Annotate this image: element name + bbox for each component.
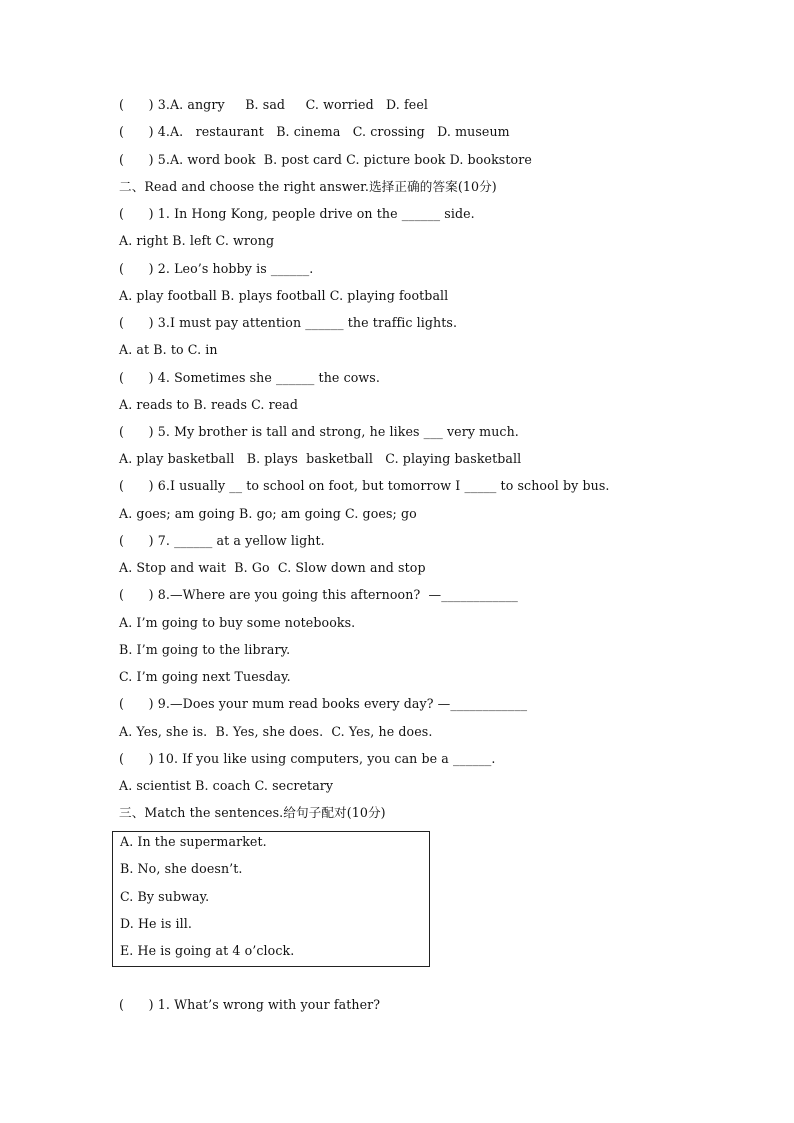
s2-question-4-options: A. reads to B. reads C. read bbox=[119, 397, 299, 412]
s2-question-7-options: A. Stop and wait B. Go C. Slow down and stop bbox=[119, 560, 426, 575]
match-option-e: E. He is going at 4 o’clock. bbox=[120, 943, 295, 958]
question-3-options: ( ) 3.A. angry B. sad C. worried D. feel bbox=[119, 97, 429, 112]
s2-question-4: ( ) 4. Sometimes she ______ the cows. bbox=[119, 370, 380, 385]
match-option-d: D. He is ill. bbox=[120, 916, 192, 931]
s2-question-5-options: A. play basketball B. plays basketball C. playing basketball bbox=[119, 451, 522, 466]
s2-question-2-options: A. play football B. plays football C. playing football bbox=[119, 288, 449, 303]
question-4-options: ( ) 4.A. restaurant B. cinema C. crossing D. museum bbox=[119, 124, 510, 139]
s2-question-5: ( ) 5. My brother is tall and strong, he likes ___ very much. bbox=[119, 424, 519, 439]
s2-question-8-option-b: B. I’m going to the library. bbox=[119, 642, 291, 657]
s2-question-8-option-a: A. I’m going to buy some notebooks. bbox=[119, 615, 356, 630]
s3-question-1: ( ) 1. What’s wrong with your father? bbox=[119, 997, 381, 1012]
s2-question-9-options: A. Yes, she is. B. Yes, she does. C. Yes, he does. bbox=[119, 724, 433, 739]
s2-question-10-options: A. scientist B. coach C. secretary bbox=[119, 778, 334, 793]
s2-question-1-options: A. right B. left C. wrong bbox=[119, 233, 275, 248]
match-option-b: B. No, she doesn’t. bbox=[120, 861, 243, 876]
match-option-a: A. In the supermarket. bbox=[120, 834, 267, 849]
section-3-heading: 三、Match the sentences.给句子配对(10分) bbox=[119, 805, 386, 820]
section-2-heading: 二、Read and choose the right answer.选择正确的答案(10分) bbox=[119, 179, 497, 194]
s2-question-2: ( ) 2. Leo’s hobby is ______. bbox=[119, 261, 314, 276]
match-option-c: C. By subway. bbox=[120, 889, 210, 904]
s2-question-9: ( ) 9.—Does your mum read books every day? —____________ bbox=[119, 696, 528, 711]
s2-question-7: ( ) 7. ______ at a yellow light. bbox=[119, 533, 325, 548]
s2-question-1: ( ) 1. In Hong Kong, people drive on the ______ side. bbox=[119, 206, 475, 221]
match-options-box bbox=[112, 831, 430, 967]
s2-question-10: ( ) 10. If you like using computers, you can be a ______. bbox=[119, 751, 496, 766]
s2-question-8: ( ) 8.—Where are you going this afternoon? —____________ bbox=[119, 587, 518, 602]
s2-question-3: ( ) 3.I must pay attention ______ the traffic lights. bbox=[119, 315, 458, 330]
s2-question-6: ( ) 6.I usually __ to school on foot, but tomorrow I _____ to school by bus. bbox=[119, 478, 610, 493]
s2-question-6-options: A. goes; am going B. go; am going C. goes; go bbox=[119, 506, 417, 521]
s2-question-3-options: A. at B. to C. in bbox=[119, 342, 218, 357]
question-5-options: ( ) 5.A. word book B. post card C. picture book D. bookstore bbox=[119, 152, 532, 167]
s2-question-8-option-c: C. I’m going next Tuesday. bbox=[119, 669, 291, 684]
